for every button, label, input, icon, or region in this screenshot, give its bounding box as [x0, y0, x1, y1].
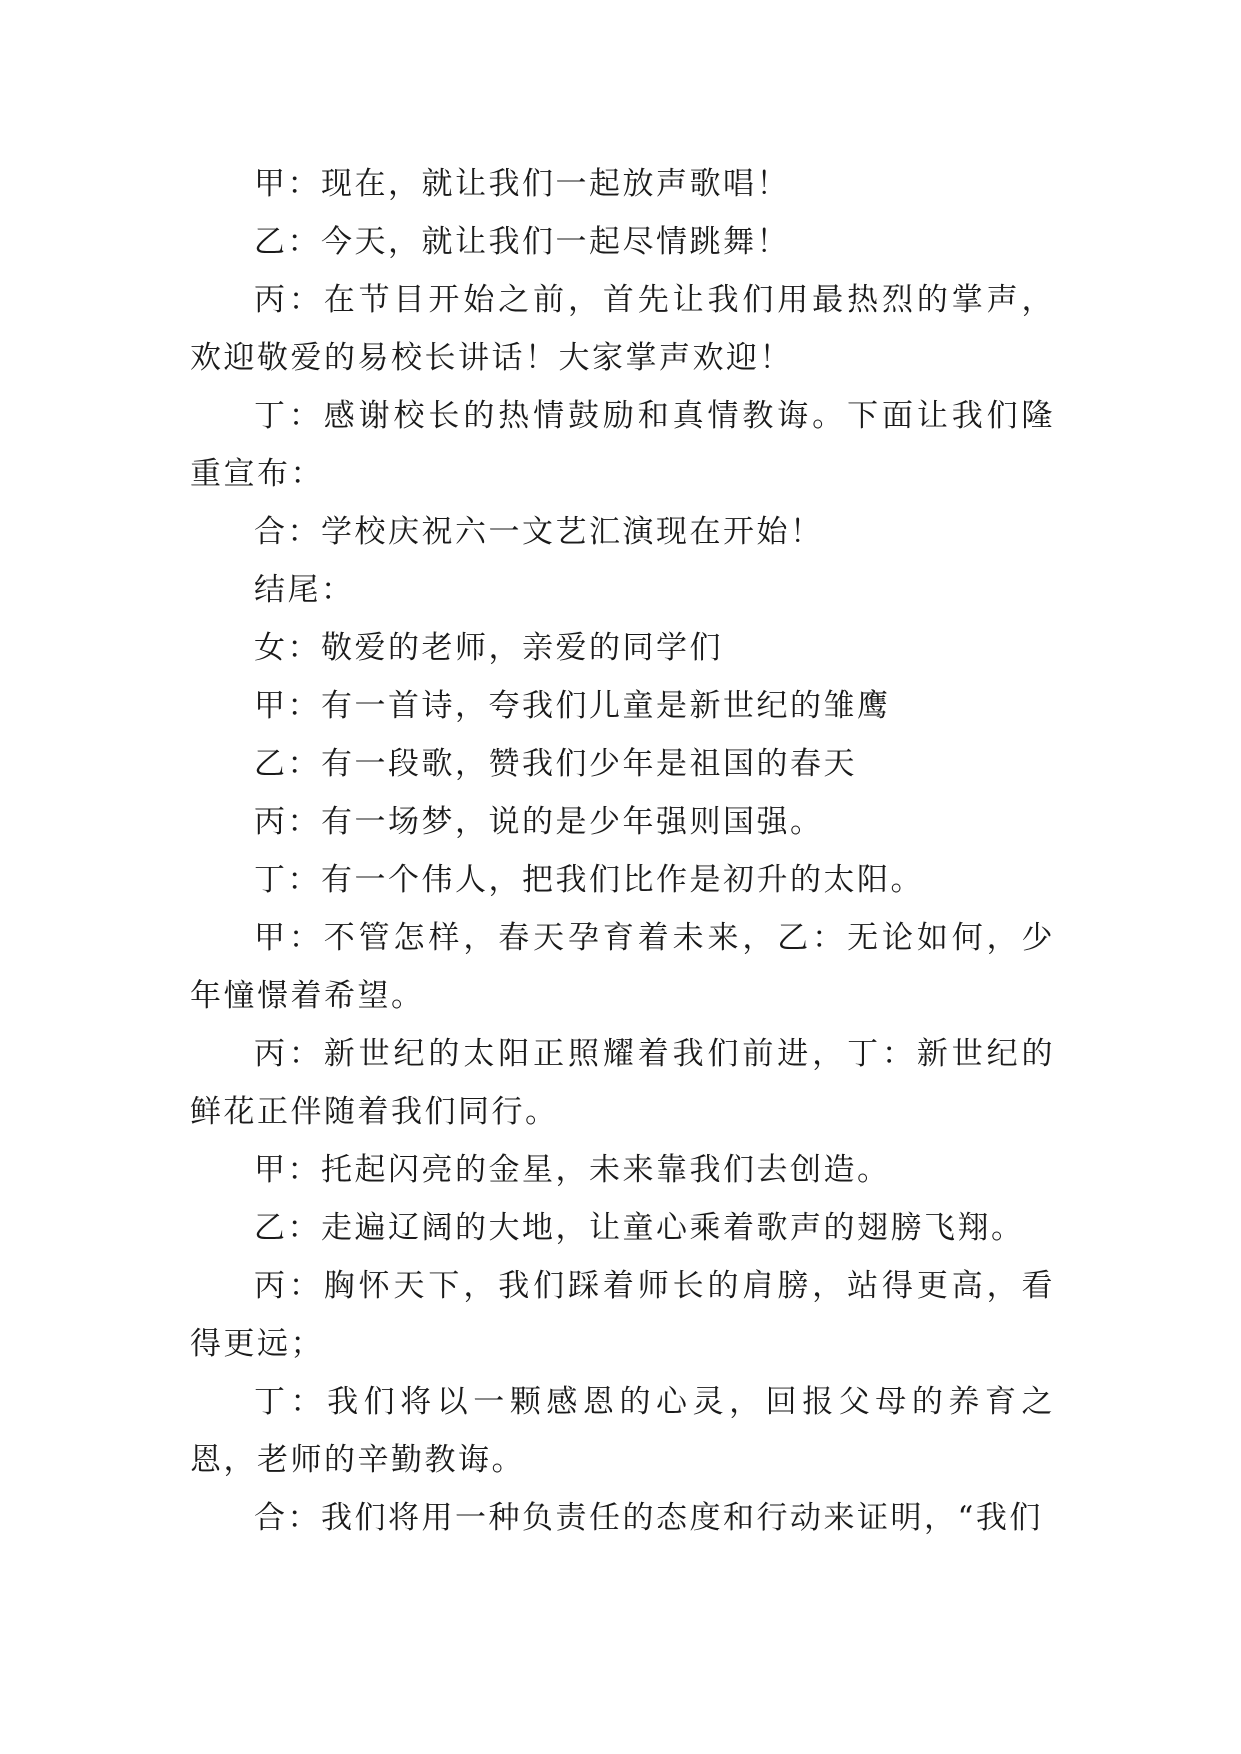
paragraph-11: 丁：有一个伟人，把我们比作是初升的太阳。 — [254, 862, 924, 898]
paragraph-14: 甲：托起闪亮的金星，未来靠我们去创造。 — [254, 1152, 891, 1188]
paragraph-17: 丁：我们将以一颗感恩的心灵，回报父母的养育之恩，老师的辛勤教诲。 — [190, 1384, 1055, 1478]
paragraph-2: 乙：今天，就让我们一起尽情跳舞！ — [254, 224, 790, 260]
paragraph-4: 丁：感谢校长的热情鼓励和真情教诲。下面让我们隆重宣布： — [190, 398, 1055, 492]
paragraph-13: 丙：新世纪的太阳正照耀着我们前进，丁：新世纪的鲜花正伴随着我们同行。 — [190, 1036, 1055, 1130]
paragraph-5: 合：学校庆祝六一文艺汇演现在开始！ — [254, 514, 824, 550]
paragraph-1: 甲：现在，就让我们一起放声歌唱！ — [254, 166, 790, 202]
paragraph-16: 丙：胸怀天下，我们踩着师长的肩膀，站得更高，看得更远； — [190, 1268, 1055, 1362]
paragraph-7: 女：敬爱的老师，亲爱的同学们 — [254, 630, 723, 666]
paragraph-8: 甲：有一首诗，夸我们儿童是新世纪的雏鹰 — [254, 688, 891, 724]
paragraph-3: 丙：在节目开始之前，首先让我们用最热烈的掌声，欢迎敬爱的易校长讲话！大家掌声欢迎！ — [190, 282, 1055, 376]
paragraph-9: 乙：有一段歌，赞我们少年是祖国的春天 — [254, 746, 857, 782]
paragraph-15: 乙：走遍辽阔的大地，让童心乘着歌声的翅膀飞翔。 — [254, 1210, 1025, 1246]
paragraph-12: 甲：不管怎样，春天孕育着未来，乙：无论如何，少年憧憬着希望。 — [190, 920, 1055, 1014]
paragraph-6: 结尾： — [254, 572, 355, 608]
paragraph-10: 丙：有一场梦，说的是少年强则国强。 — [254, 804, 824, 840]
paragraph-18: 合：我们将用一种负责任的态度和行动来证明，“我们 — [254, 1500, 1043, 1536]
document-body — [190, 155, 1055, 1547]
